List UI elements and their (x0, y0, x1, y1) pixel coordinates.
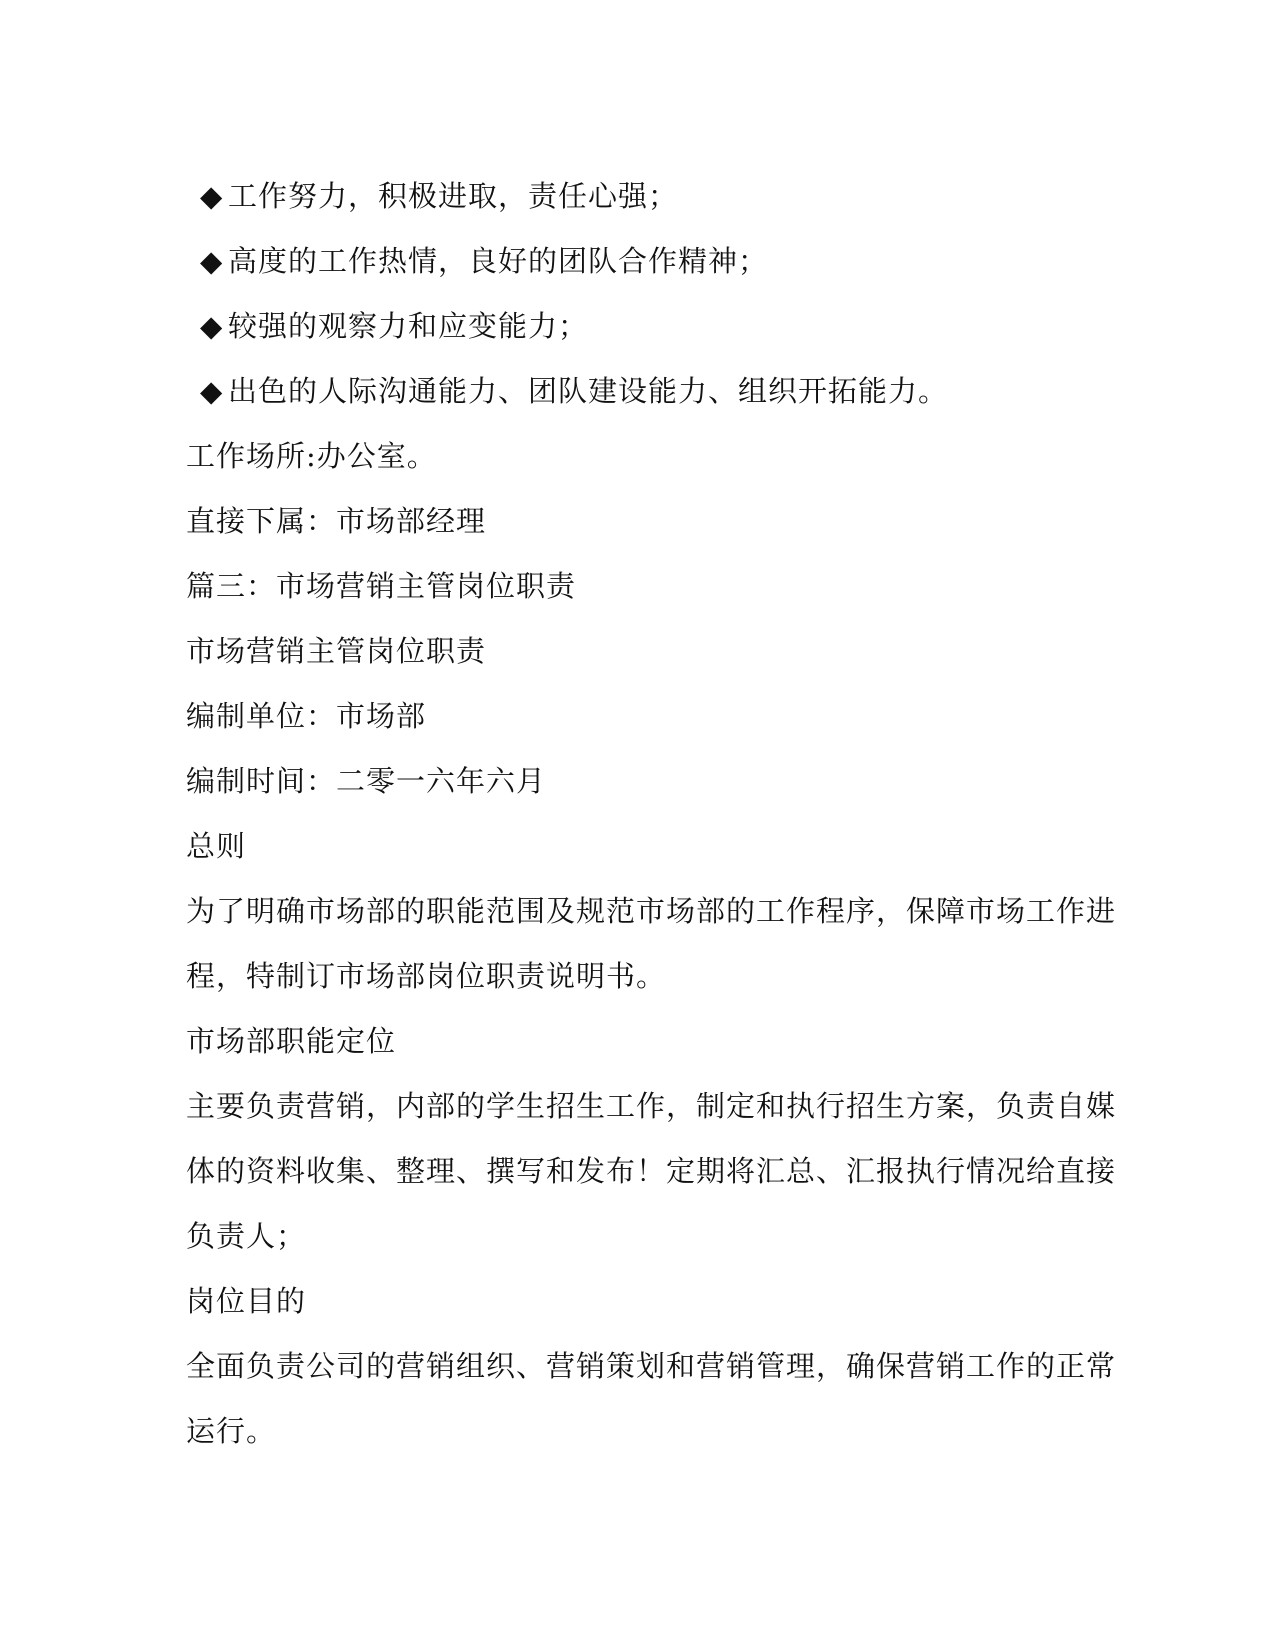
compile-time-line: 编制时间：二零一六年六月 (186, 764, 547, 798)
document-body (186, 164, 1117, 1464)
bullet-text: 工作努力，积极进取，责任心强； (228, 179, 679, 213)
diamond-bullet-icon: ◆ (200, 309, 224, 343)
function-heading: 市场部职能定位 (186, 1024, 397, 1058)
bullet-item (186, 229, 1096, 294)
function-paragraph-line: 体的资料收集、整理、撰写和发布！定期将汇总、汇报执行情况给直接 (186, 1154, 1117, 1188)
function-paragraph-line: 负责人； (186, 1219, 307, 1253)
chapter-title: 篇三：市场营销主管岗位职责 (186, 569, 577, 603)
workplace-line: 工作场所:办公室。 (186, 439, 437, 473)
purpose-paragraph-line: 全面负责公司的营销组织、营销策划和营销管理，确保营销工作的正常 (186, 1349, 1117, 1383)
document-title: 市场营销主管岗位职责 (186, 634, 487, 668)
subordinate-line: 直接下属：市场部经理 (186, 504, 487, 538)
bullet-item (186, 164, 1096, 229)
diamond-bullet-icon: ◆ (200, 179, 224, 213)
general-heading: 总则 (186, 829, 247, 863)
general-paragraph-line: 为了明确市场部的职能范围及规范市场部的工作程序，保障市场工作进 (186, 894, 1117, 928)
general-paragraph-line: 程，特制订市场部岗位职责说明书。 (186, 959, 667, 993)
purpose-heading: 岗位目的 (186, 1284, 307, 1318)
purpose-paragraph-line: 运行。 (186, 1414, 277, 1448)
compiler-line: 编制单位：市场部 (186, 699, 427, 733)
diamond-bullet-icon: ◆ (200, 374, 224, 408)
bullet-text: 出色的人际沟通能力、团队建设能力、组织开拓能力。 (228, 374, 949, 408)
bullet-text: 高度的工作热情，良好的团队合作精神； (228, 244, 769, 278)
bullet-text: 较强的观察力和应变能力； (228, 309, 589, 343)
bullet-item (186, 359, 1096, 424)
diamond-bullet-icon: ◆ (200, 244, 224, 278)
function-paragraph-line: 主要负责营销，内部的学生招生工作，制定和执行招生方案，负责自媒 (186, 1089, 1117, 1123)
bullet-item (186, 294, 1096, 359)
